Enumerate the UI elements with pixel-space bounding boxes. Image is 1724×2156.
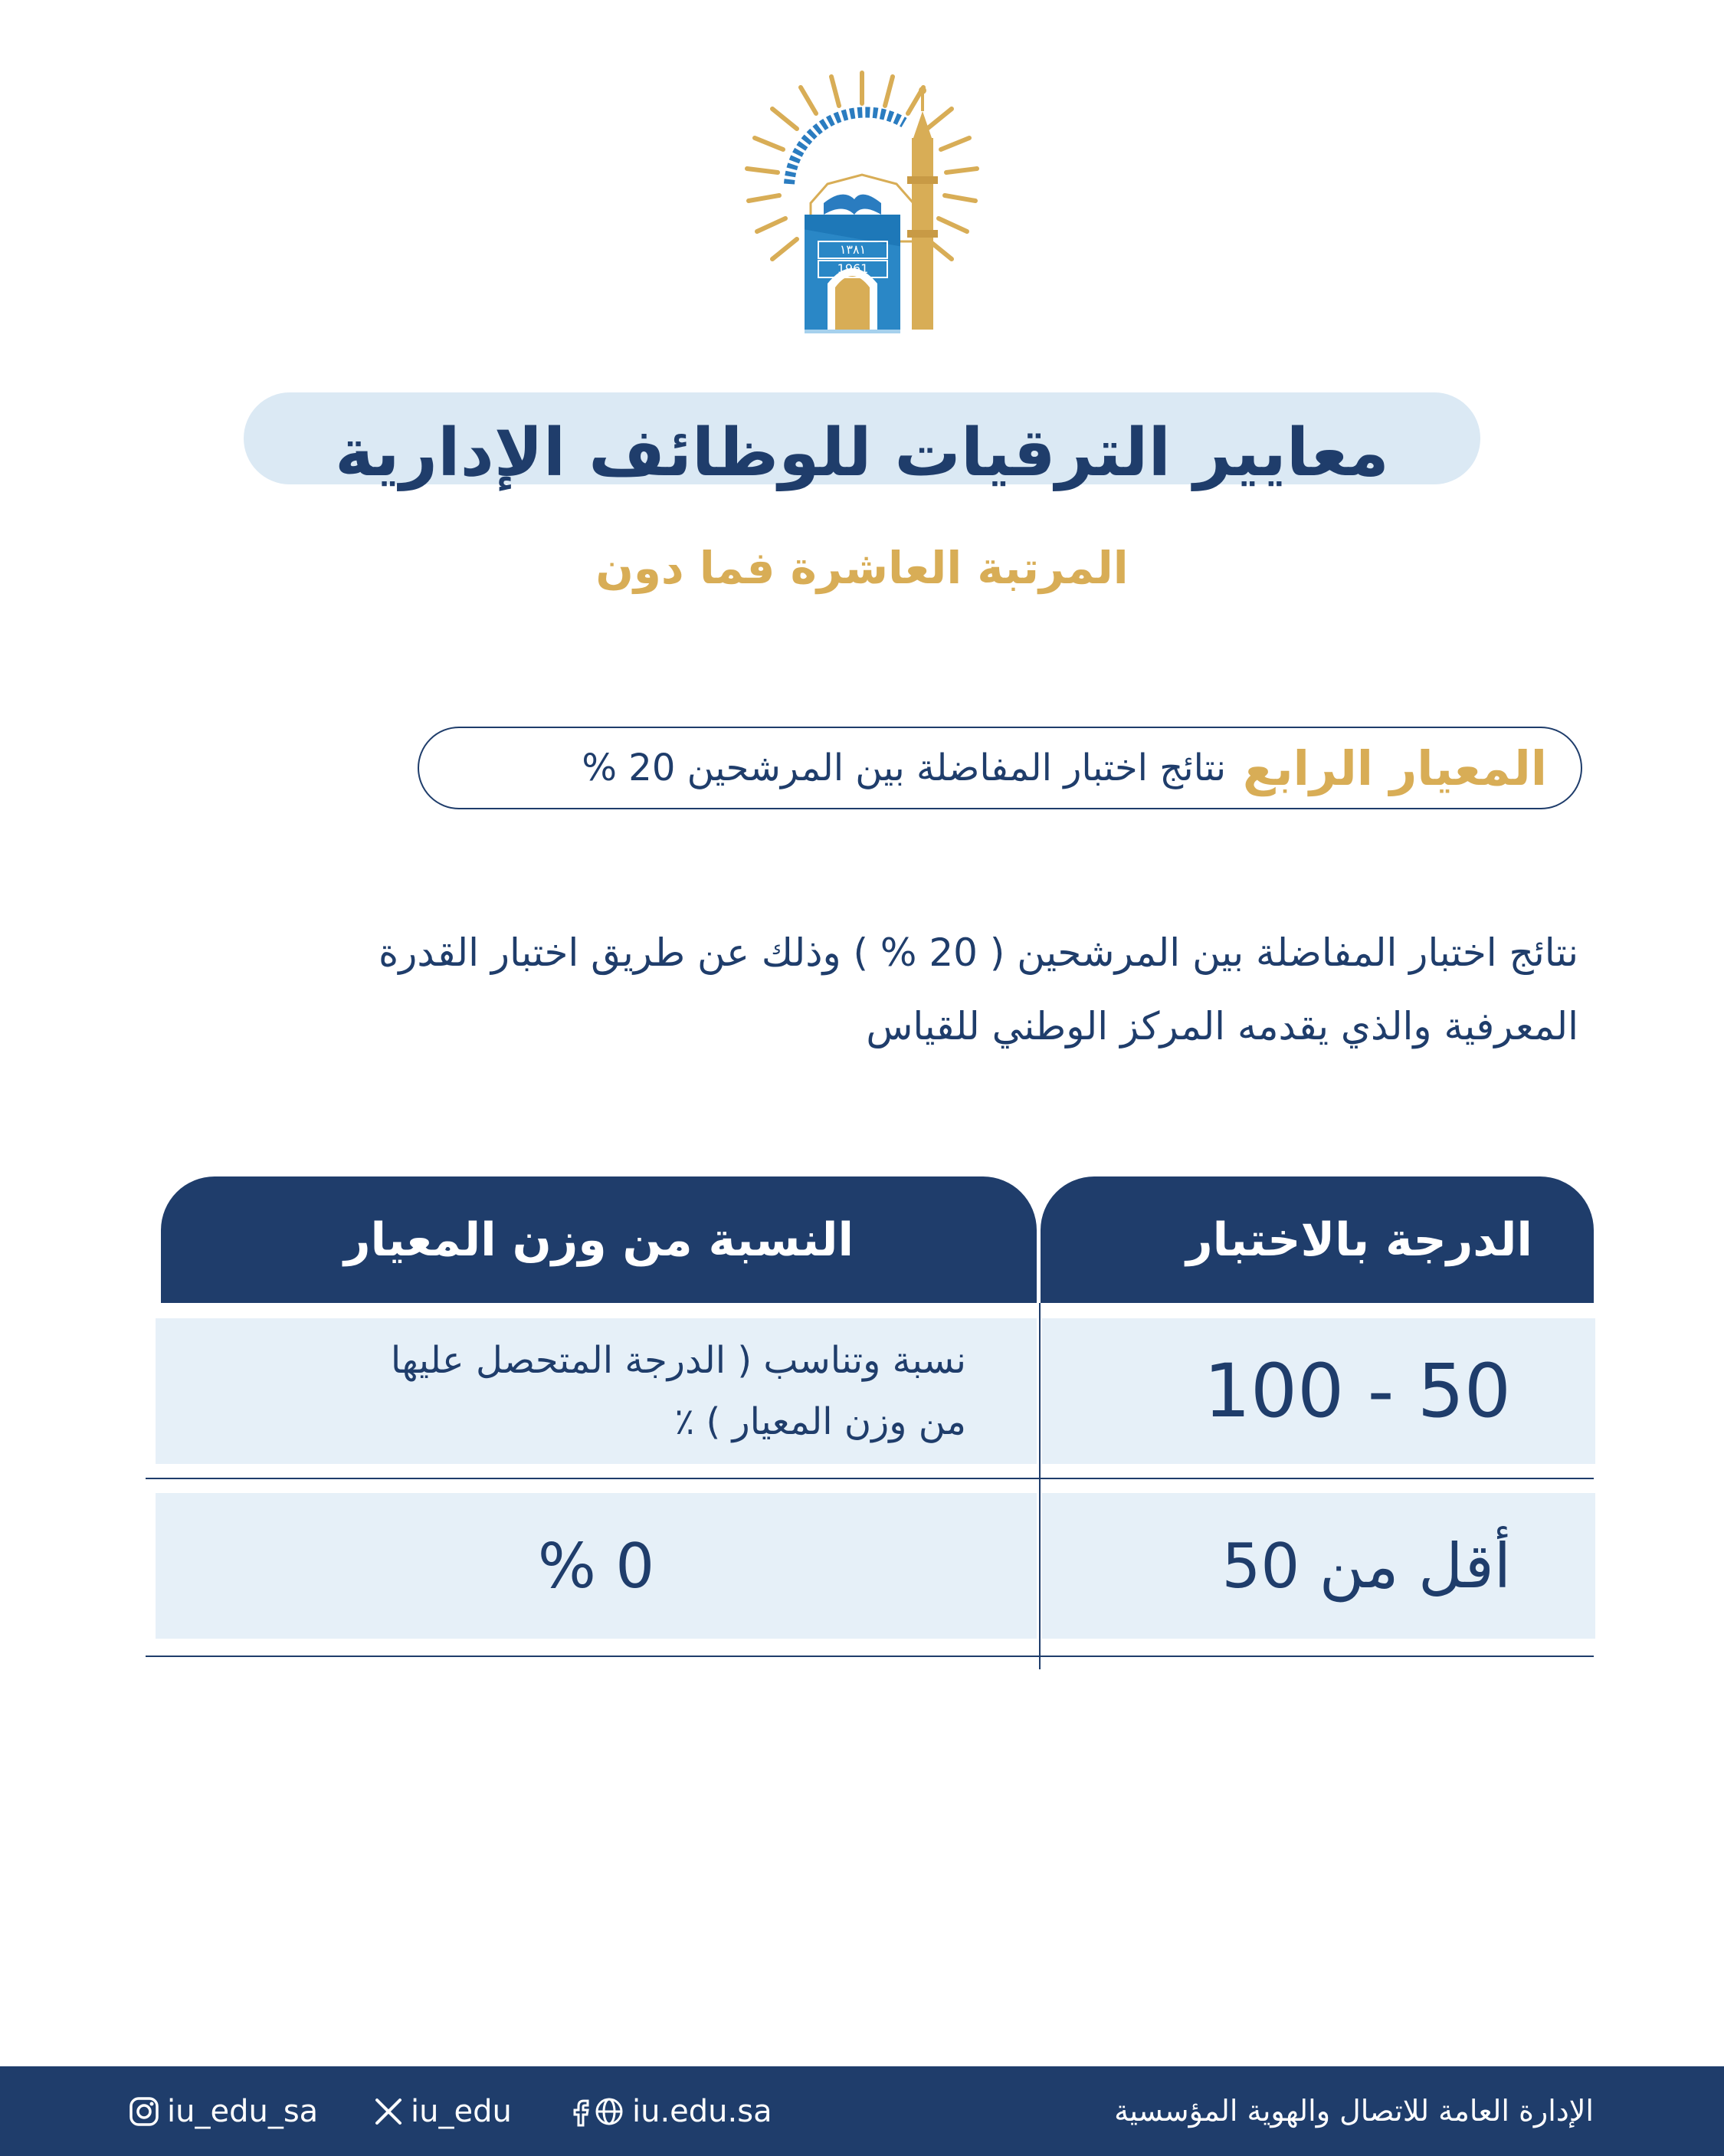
footer-bar [0,2066,1724,2156]
table-row-1-ratio-line-1: نسبة وتناسب ( الدرجة المتحصل عليها [390,1339,966,1382]
facebook-icon [571,2096,591,2127]
footer-instagram[interactable] [129,2066,318,2156]
description-line-2: المعرفية والذي يقدمه المركز الوطني للقياس [866,1004,1578,1048]
table-row-2-score: أقل من 50 [1042,1493,1595,1639]
table-bottom-border [146,1656,1594,1657]
page-subtitle: المرتبة العاشرة فما دون [595,542,1129,594]
table-row-2-ratio: 0 % [156,1493,1037,1639]
table-header-ratio: النسبة من وزن المعيار [161,1176,1037,1303]
university-logo [720,69,1004,333]
footer-department: الإدارة العامة للاتصال والهوية المؤسسية [1114,2094,1594,2128]
globe-icon [594,2096,624,2127]
criterion-text: نتائج اختبار المفاضلة بين المرشحين 20 % [582,747,1227,789]
logo-year-gregorian: 1961 [837,261,869,276]
x-icon [374,2097,403,2126]
instagram-handle: iu_edu_sa [167,2093,319,2129]
table-row-1-ratio-line-2: من وزن المعيار ) ٪ [674,1400,966,1443]
description-paragraph [184,916,1578,1063]
table-row-1-ratio [156,1318,1037,1464]
footer-x[interactable] [374,2066,512,2156]
page-title: معايير الترقيات للوظائف الإدارية [335,415,1389,491]
criterion-label: المعيار الرابع [1243,740,1547,796]
instagram-icon [129,2096,159,2127]
description-line-1: نتائج اختبار المفاضلة بين المرشحين ( 20 % ) وذلك عن طريق اختبار القدرة [379,930,1578,975]
footer-website[interactable] [571,2066,772,2156]
table-column-divider [1039,1303,1041,1669]
logo-year-hijri: ١٣٨١ [839,242,867,257]
x-handle: iu_edu [411,2093,512,2129]
criterion-badge [418,727,1582,809]
website-url: iu.edu.sa [632,2093,772,2129]
table-header-score: الدرجة بالاختبار [1041,1176,1594,1303]
table-row-divider [146,1478,1594,1479]
table-row-1-score: 50 - 100 [1042,1318,1595,1464]
